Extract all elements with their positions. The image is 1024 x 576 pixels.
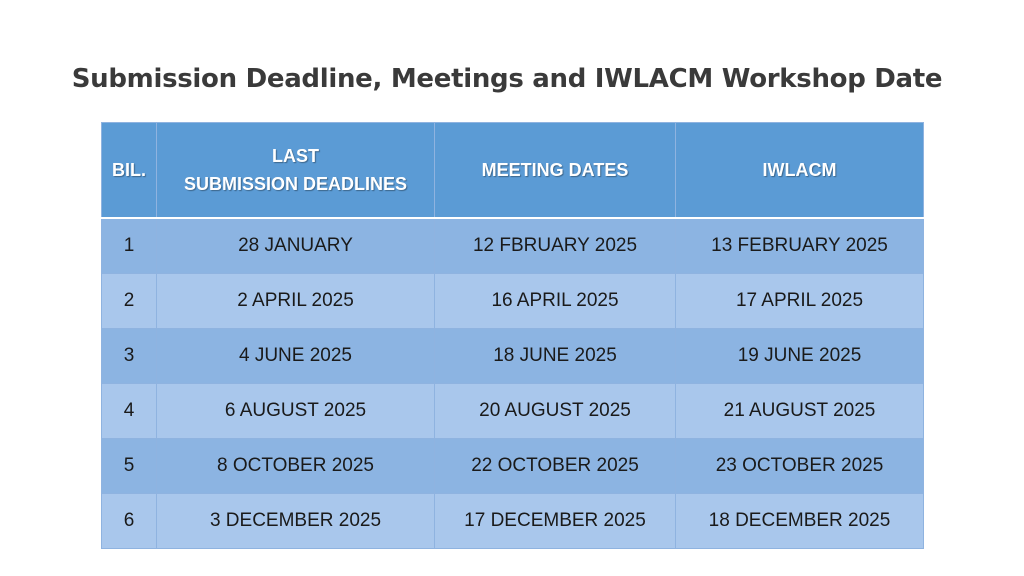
cell-deadline: 2 APRIL 2025 [157, 274, 435, 329]
table-row [102, 439, 924, 494]
header-bil-label: BIL. [112, 160, 146, 180]
cell-meeting: 16 APRIL 2025 [435, 274, 676, 329]
schedule-table [101, 122, 924, 549]
table-row [102, 274, 924, 329]
cell-meeting: 20 AUGUST 2025 [435, 384, 676, 439]
cell-bil: 5 [102, 439, 157, 494]
table-row [102, 329, 924, 384]
header-iwlacm [676, 123, 924, 219]
cell-iwlacm: 17 APRIL 2025 [676, 274, 924, 329]
table-row [102, 218, 924, 274]
cell-meeting: 18 JUNE 2025 [435, 329, 676, 384]
cell-iwlacm: 13 FEBRUARY 2025 [676, 218, 924, 274]
cell-bil: 3 [102, 329, 157, 384]
header-meeting-label: MEETING DATES [481, 160, 629, 180]
cell-iwlacm: 21 AUGUST 2025 [676, 384, 924, 439]
cell-meeting: 22 OCTOBER 2025 [435, 439, 676, 494]
cell-meeting: 12 FBRUARY 2025 [435, 218, 676, 274]
table-header-row [102, 123, 924, 219]
page-title: Submission Deadline, Meetings and IWLACM Workshop Date [71, 64, 943, 94]
cell-bil: 6 [102, 494, 157, 549]
cell-deadline: 28 JANUARY [157, 218, 435, 274]
cell-bil: 1 [102, 218, 157, 274]
cell-deadline: 6 AUGUST 2025 [157, 384, 435, 439]
cell-bil: 4 [102, 384, 157, 439]
header-iwlacm-label: IWLACM [762, 160, 837, 180]
cell-iwlacm: 19 JUNE 2025 [676, 329, 924, 384]
cell-bil: 2 [102, 274, 157, 329]
header-deadline-label: LAST SUBMISSION DEADLINES [183, 146, 408, 194]
table-row [102, 494, 924, 549]
cell-deadline: 8 OCTOBER 2025 [157, 439, 435, 494]
cell-iwlacm: 23 OCTOBER 2025 [676, 439, 924, 494]
cell-deadline: 3 DECEMBER 2025 [157, 494, 435, 549]
header-last-submission-deadlines [157, 123, 435, 219]
cell-deadline: 4 JUNE 2025 [157, 329, 435, 384]
cell-meeting: 17 DECEMBER 2025 [435, 494, 676, 549]
table-row [102, 384, 924, 439]
header-meeting-dates [435, 123, 676, 219]
header-bil [102, 123, 157, 219]
cell-iwlacm: 18 DECEMBER 2025 [676, 494, 924, 549]
